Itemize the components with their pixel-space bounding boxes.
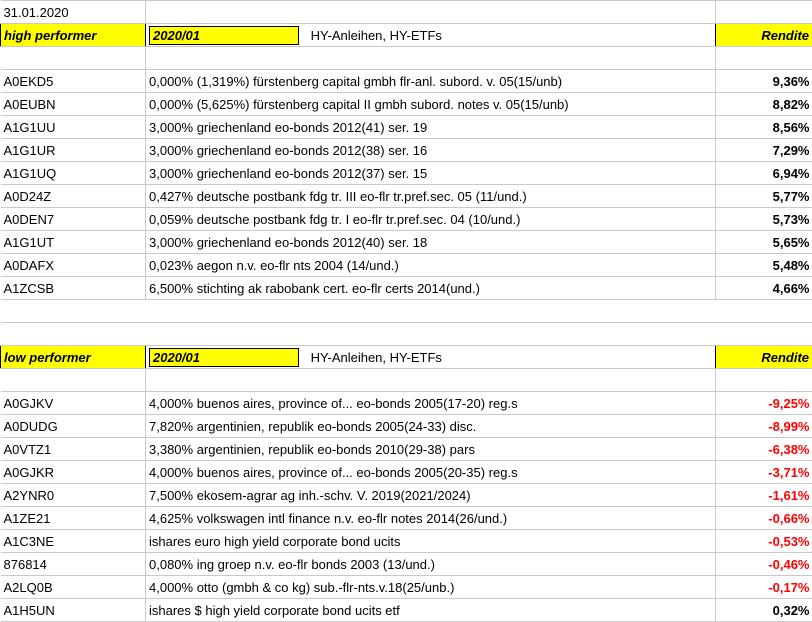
table-row — [1, 484, 812, 507]
section-value-header-high: Rendite — [716, 24, 812, 47]
table-row — [1, 162, 812, 185]
row-description: 4,000% otto (gmbh & co kg) sub.-flr-nts.v.18(25/unb.) — [146, 576, 716, 599]
table-row — [1, 231, 812, 254]
row-description: 7,820% argentinien, republik eo-bonds 2005(24-33) disc. — [146, 415, 716, 438]
row-value: 8,82% — [716, 93, 812, 116]
row-isin: A1C3NE — [1, 530, 146, 553]
row-value: -8,99% — [716, 415, 812, 438]
row-isin: 876814 — [1, 553, 146, 576]
row-isin: A0GJKV — [1, 392, 146, 415]
empty-cell — [1, 369, 146, 392]
row-value: 7,29% — [716, 139, 812, 162]
row-description: 0,000% (1,319%) fürstenberg capital gmbh flr-anl. subord. v. 05(15/unb) — [146, 70, 716, 93]
table-row — [1, 208, 812, 231]
row-value: 4,66% — [716, 277, 812, 300]
empty-cell — [146, 47, 716, 70]
row-description: 7,500% ekosem-agrar ag inh.-schv. V. 2019(2021/2024) — [146, 484, 716, 507]
row-value: 0,32% — [716, 599, 812, 622]
table-row — [1, 70, 812, 93]
row-value: -0,46% — [716, 553, 812, 576]
row-value: 6,94% — [716, 162, 812, 185]
table-row — [1, 530, 812, 553]
row-description: 3,000% griechenland eo-bonds 2012(40) ser. 18 — [146, 231, 716, 254]
row-value: 9,36% — [716, 70, 812, 93]
row-value: -3,71% — [716, 461, 812, 484]
row-description: 4,625% volkswagen intl finance n.v. eo-flr notes 2014(26/und.) — [146, 507, 716, 530]
row-isin: A0D24Z — [1, 185, 146, 208]
table-row — [1, 438, 812, 461]
empty-cell — [716, 1, 812, 24]
row-description: 0,080% ing groep n.v. eo-flr bonds 2003 (13/und.) — [146, 553, 716, 576]
row-isin: A1H5UN — [1, 599, 146, 622]
table-row — [1, 599, 812, 622]
table-row — [1, 93, 812, 116]
row-isin: A1G1UU — [1, 116, 146, 139]
table-row — [1, 116, 812, 139]
row-isin: A0DAFX — [1, 254, 146, 277]
row-value: -1,61% — [716, 484, 812, 507]
section-banner-high — [1, 24, 812, 47]
table-row — [1, 185, 812, 208]
row-value: 5,73% — [716, 208, 812, 231]
row-description: 4,000% buenos aires, province of... eo-bonds 2005(20-35) reg.s — [146, 461, 716, 484]
empty-cell — [146, 300, 716, 323]
section-value-header-low: Rendite — [716, 346, 812, 369]
section-period-high: 2020/01 — [149, 26, 299, 45]
row-isin: A2LQ0B — [1, 576, 146, 599]
table-row — [1, 277, 812, 300]
empty-cell — [716, 47, 812, 70]
row-description: 0,000% (5,625%) fürstenberg capital II gmbh subord. notes v. 05(15/unb) — [146, 93, 716, 116]
empty-cell — [716, 300, 812, 323]
empty-cell — [146, 1, 716, 24]
table-row — [1, 415, 812, 438]
section-period-category-low — [146, 346, 716, 369]
row-description: 0,023% aegon n.v. eo-flr nts 2004 (14/und.) — [146, 254, 716, 277]
row-description: 0,059% deutsche postbank fdg tr. I eo-flr tr.pref.sec. 04 (10/und.) — [146, 208, 716, 231]
section-label-high: high performer — [1, 24, 146, 47]
empty-cell — [716, 369, 812, 392]
table-row — [1, 392, 812, 415]
empty-cell — [146, 369, 716, 392]
table-row — [1, 553, 812, 576]
row-value: 5,77% — [716, 185, 812, 208]
table-row — [1, 139, 812, 162]
section-period-low: 2020/01 — [149, 348, 299, 367]
section-gap-row — [1, 300, 812, 323]
row-value: -0,53% — [716, 530, 812, 553]
section-gap-row — [1, 323, 812, 346]
row-isin: A0DEN7 — [1, 208, 146, 231]
row-isin: A1G1UQ — [1, 162, 146, 185]
empty-cell — [1, 300, 146, 323]
section-category-high: HY-Anleihen, HY-ETFs — [303, 28, 442, 43]
section-category-low: HY-Anleihen, HY-ETFs — [303, 350, 442, 365]
row-isin: A0EKD5 — [1, 70, 146, 93]
row-description: 3,000% griechenland eo-bonds 2012(38) ser. 16 — [146, 139, 716, 162]
spacer-row — [1, 369, 812, 392]
row-description: 6,500% stichting ak rabobank cert. eo-flr certs 2014(und.) — [146, 277, 716, 300]
row-description: ishares euro high yield corporate bond ucits — [146, 530, 716, 553]
section-label-low: low performer — [1, 346, 146, 369]
row-value: 8,56% — [716, 116, 812, 139]
row-isin: A1G1UR — [1, 139, 146, 162]
row-description: ishares $ high yield corporate bond ucits etf — [146, 599, 716, 622]
row-value: -9,25% — [716, 392, 812, 415]
report-date: 31.01.2020 — [1, 1, 146, 24]
row-isin: A0DUDG — [1, 415, 146, 438]
row-isin: A1ZE21 — [1, 507, 146, 530]
section-banner-low — [1, 346, 812, 369]
row-isin: A2YNR0 — [1, 484, 146, 507]
table-row — [1, 507, 812, 530]
row-isin: A1G1UT — [1, 231, 146, 254]
table-row — [1, 254, 812, 277]
row-value: 5,48% — [716, 254, 812, 277]
row-isin: A0EUBN — [1, 93, 146, 116]
empty-cell — [1, 47, 146, 70]
row-isin: A0VTZ1 — [1, 438, 146, 461]
row-isin: A0GJKR — [1, 461, 146, 484]
empty-cell — [716, 323, 812, 346]
spacer-row — [1, 47, 812, 70]
row-description: 0,427% deutsche postbank fdg tr. III eo-flr tr.pref.sec. 05 (11/und.) — [146, 185, 716, 208]
row-description: 3,000% griechenland eo-bonds 2012(37) ser. 15 — [146, 162, 716, 185]
row-value: 5,65% — [716, 231, 812, 254]
row-description: 3,380% argentinien, republik eo-bonds 2010(29-38) pars — [146, 438, 716, 461]
table-body — [1, 1, 812, 622]
row-value: -6,38% — [716, 438, 812, 461]
row-value: -0,17% — [716, 576, 812, 599]
row-isin: A1ZCSB — [1, 277, 146, 300]
row-description: 3,000% griechenland eo-bonds 2012(41) ser. 19 — [146, 116, 716, 139]
row-description: 4,000% buenos aires, province of... eo-bonds 2005(17-20) reg.s — [146, 392, 716, 415]
date-row — [1, 1, 812, 24]
row-value: -0,66% — [716, 507, 812, 530]
table-row — [1, 576, 812, 599]
section-period-category-high — [146, 24, 716, 47]
empty-cell — [1, 323, 146, 346]
table-row — [1, 461, 812, 484]
empty-cell — [146, 323, 716, 346]
